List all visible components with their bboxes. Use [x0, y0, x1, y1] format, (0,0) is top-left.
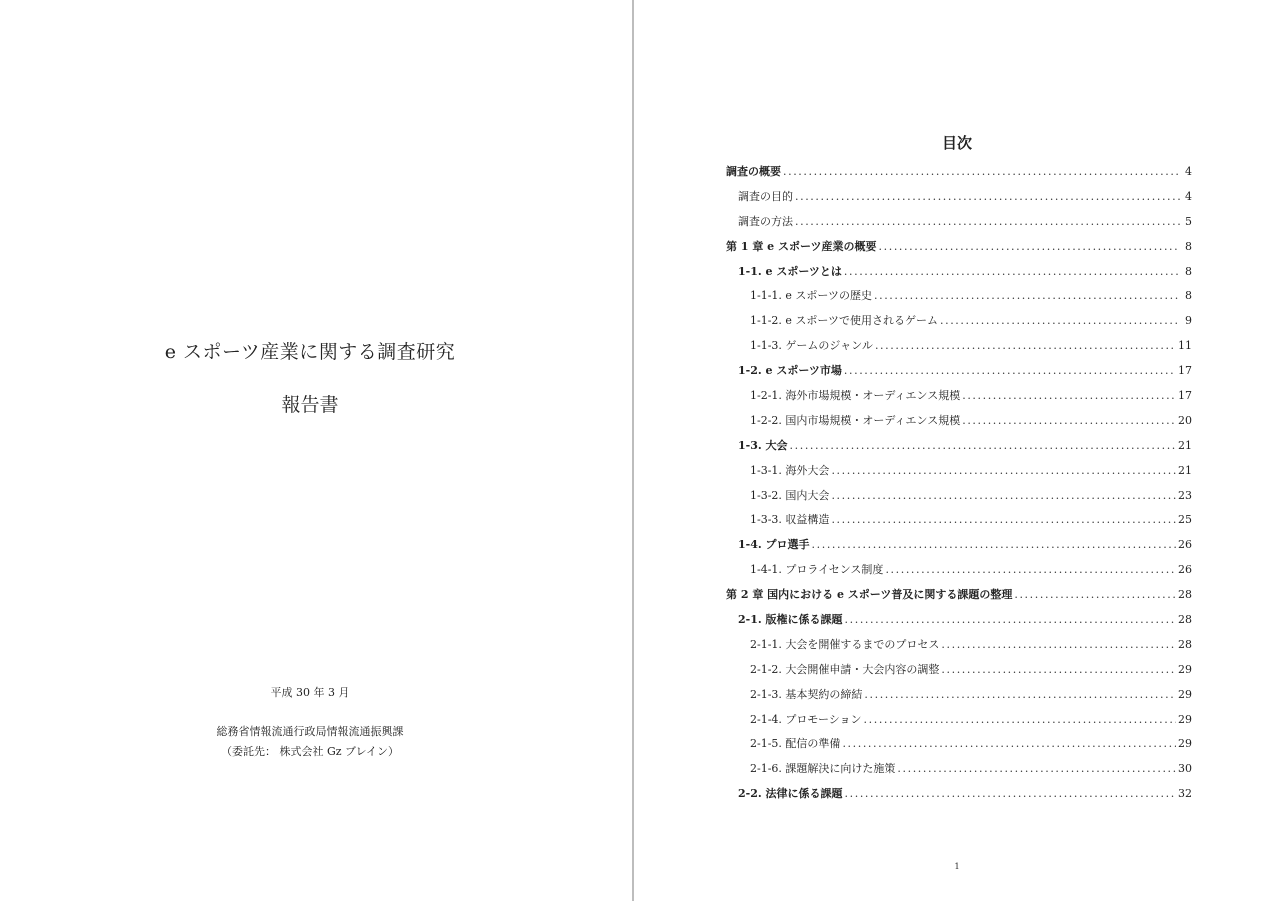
toc-entry[interactable]: [726, 459, 1192, 484]
toc-entry-page: 32: [1178, 787, 1192, 801]
toc-entry-title: 1-4-1. プロライセンス制度: [750, 563, 884, 577]
toc-dot-leader: [879, 235, 1180, 260]
toc-dot-leader: [842, 732, 1176, 757]
toc-dot-leader: [864, 708, 1176, 733]
toc-entry-title: 第 1 章 e スポーツ産業の概要: [726, 239, 877, 253]
toc-entry-title: 1-3-3. 収益構造: [750, 513, 830, 527]
toc-entry-page: 30: [1178, 762, 1192, 776]
toc-dot-leader: [875, 334, 1176, 359]
toc-dot-leader: [941, 658, 1176, 683]
toc-entry-title: 2-1-2. 大会開催申請・大会内容の調整: [750, 662, 940, 676]
toc-entry-title: 1-3. 大会: [738, 438, 788, 452]
toc-entry-page: 28: [1178, 588, 1192, 602]
cover-contractor: （委託先： 株式会社 Gz ブレイン）: [220, 745, 400, 758]
cover-date: 平成 30 年 3 月: [270, 686, 350, 699]
toc-page: [634, 0, 1263, 901]
toc-entry-page: 17: [1178, 364, 1192, 378]
toc-entry-page: 28: [1178, 613, 1192, 627]
toc-entry-title: 2-1-6. 課題解決に向けた施策: [750, 762, 896, 776]
toc-entry[interactable]: [726, 732, 1192, 757]
toc-entry-page: 8: [1185, 264, 1192, 278]
toc-entry[interactable]: [726, 210, 1192, 235]
toc-entry-page: 9: [1185, 314, 1192, 328]
toc-entry[interactable]: [726, 683, 1192, 708]
toc-dot-leader: [783, 160, 1180, 185]
toc-entry-page: 21: [1178, 438, 1192, 452]
toc-entry-title: 1-3-2. 国内大会: [750, 488, 830, 502]
toc-entry[interactable]: [726, 384, 1192, 409]
toc-dot-leader: [845, 608, 1176, 633]
toc-dot-leader: [831, 508, 1176, 533]
toc-entry-title: 2-1-3. 基本契約の締結: [750, 687, 863, 701]
toc-dot-leader: [897, 757, 1176, 782]
toc-dot-leader: [941, 633, 1176, 658]
toc-dot-leader: [831, 484, 1176, 509]
toc-entry-title: 1-2-2. 国内市場規模・オーディエンス規模: [750, 413, 961, 427]
toc-entry-page: 29: [1178, 687, 1192, 701]
toc-entry-page: 29: [1178, 737, 1192, 751]
toc-entry[interactable]: [726, 508, 1192, 533]
toc-entry-page: 29: [1178, 712, 1192, 726]
toc-heading: 目次: [941, 134, 972, 152]
toc-entry-title: 1-1-1. e スポーツの歴史: [750, 289, 872, 303]
toc-entry[interactable]: [726, 757, 1192, 782]
toc-dot-leader: [790, 434, 1176, 459]
toc-entry-page: 28: [1178, 637, 1192, 651]
toc-entry-title: 1-1-2. e スポーツで使用されるゲーム: [750, 314, 938, 328]
toc-dot-leader: [1014, 583, 1176, 608]
toc-entry-page: 26: [1178, 538, 1192, 552]
toc-dot-leader: [940, 309, 1180, 334]
toc-entry-page: 29: [1178, 662, 1192, 676]
toc-entry-page: 23: [1178, 488, 1192, 502]
toc-dot-leader: [845, 782, 1176, 807]
toc-entry-page: 4: [1185, 189, 1192, 203]
toc-entry-title: 2-1. 版権に係る課題: [738, 613, 843, 627]
toc-dot-leader: [885, 558, 1176, 583]
cover-title: e スポーツ産業に関する調査研究: [164, 341, 456, 363]
toc-entry-page: 4: [1185, 165, 1192, 178]
toc-dot-leader: [795, 210, 1180, 235]
toc-entry[interactable]: [726, 558, 1192, 583]
toc-entry[interactable]: [726, 658, 1192, 683]
toc-entry-title: 2-1-1. 大会を開催するまでのプロセス: [750, 637, 940, 651]
toc-entry[interactable]: [726, 608, 1192, 633]
toc-entry[interactable]: [726, 409, 1192, 434]
toc-entry-page: 5: [1185, 214, 1192, 228]
toc-entry[interactable]: [726, 633, 1192, 658]
toc-entry-title: 調査の目的: [738, 189, 793, 203]
toc-entry[interactable]: [726, 309, 1192, 334]
toc-entry-title: 1-1. e スポーツとは: [738, 264, 842, 278]
toc-dot-leader: [962, 384, 1176, 409]
toc-entry[interactable]: [726, 434, 1192, 459]
toc-entry-page: 11: [1178, 339, 1192, 353]
toc-dot-leader: [795, 185, 1180, 210]
toc-entry-page: 26: [1178, 563, 1192, 577]
toc-entry-title: 2-1-5. 配信の準備: [750, 737, 841, 751]
toc-entry[interactable]: [726, 334, 1192, 359]
toc-entry[interactable]: [726, 260, 1192, 285]
toc-entry-page: 8: [1185, 289, 1192, 303]
toc-entry[interactable]: [726, 235, 1192, 260]
toc-entry[interactable]: [726, 782, 1192, 807]
toc-entry-page: 25: [1178, 513, 1192, 527]
toc-dot-leader: [864, 683, 1176, 708]
toc-entry[interactable]: [726, 284, 1192, 309]
toc-entry[interactable]: [726, 708, 1192, 733]
toc-entry[interactable]: [726, 533, 1192, 558]
toc-entry-title: 調査の方法: [738, 214, 793, 228]
toc-entry-title: 第 2 章 国内における e スポーツ普及に関する課題の整理: [726, 588, 1013, 602]
toc-entry-title: 1-3-1. 海外大会: [750, 463, 830, 477]
toc-entry[interactable]: [726, 583, 1192, 608]
toc-entry-title: 調査の概要: [726, 165, 781, 178]
toc-entry[interactable]: [726, 484, 1192, 509]
toc-entry[interactable]: [726, 160, 1192, 185]
toc-entry-page: 20: [1178, 413, 1192, 427]
toc-entry-title: 2-1-4. プロモーション: [750, 712, 862, 726]
toc-dot-leader: [844, 359, 1176, 384]
toc-entry[interactable]: [726, 185, 1192, 210]
toc-entry-title: 1-4. プロ選手: [738, 538, 810, 552]
toc-dot-leader: [962, 409, 1176, 434]
toc-dot-leader: [831, 459, 1176, 484]
toc-list: [726, 160, 1192, 807]
toc-dot-leader: [874, 284, 1180, 309]
page-number: 1: [954, 862, 960, 871]
toc-entry-page: 8: [1185, 239, 1192, 253]
toc-entry-title: 1-1-3. ゲームのジャンル: [750, 339, 873, 353]
toc-entry-title: 2-2. 法律に係る課題: [738, 787, 843, 801]
toc-dot-leader: [812, 533, 1176, 558]
toc-entry-page: 21: [1178, 463, 1192, 477]
cover-subtitle: 報告書: [281, 394, 339, 416]
toc-dot-leader: [844, 260, 1180, 285]
cover-organization: 総務省情報流通行政局情報流通振興課: [216, 725, 404, 738]
toc-entry-title: 1-2. e スポーツ市場: [738, 364, 842, 378]
toc-entry[interactable]: [726, 359, 1192, 384]
toc-entry-title: 1-2-1. 海外市場規模・オーディエンス規模: [750, 389, 961, 403]
toc-entry-page: 17: [1178, 389, 1192, 403]
